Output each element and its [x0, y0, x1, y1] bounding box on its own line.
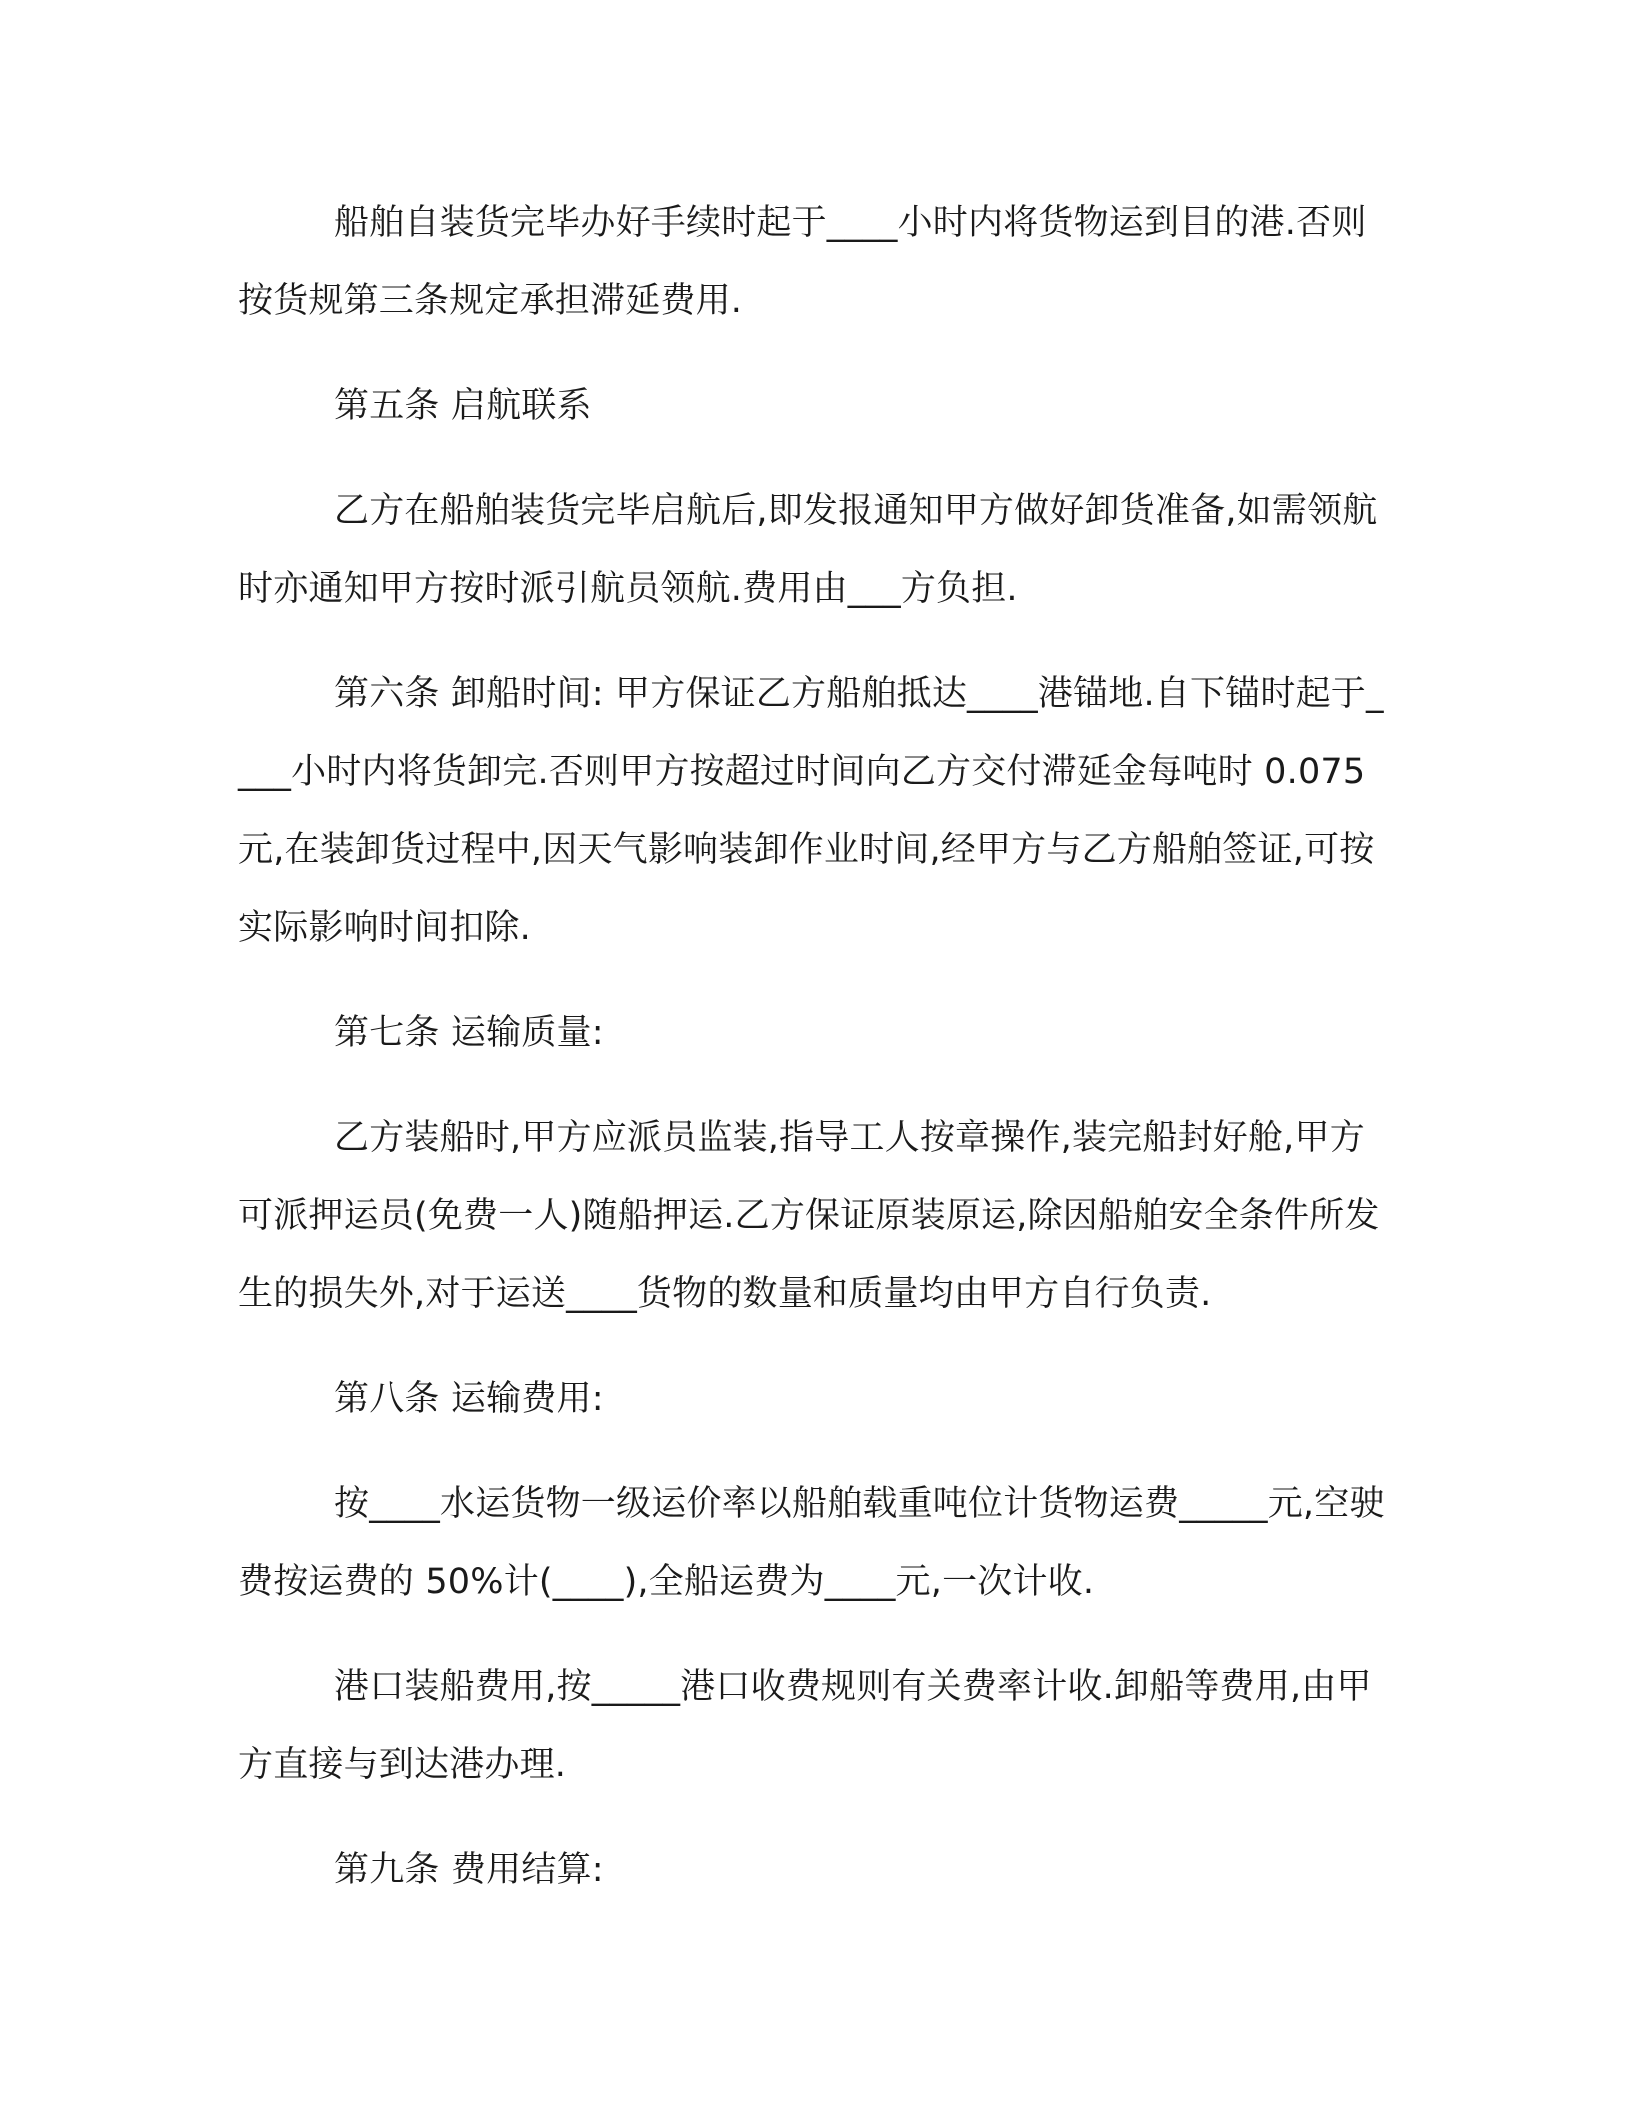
paragraph-freight-fee: 按____水运货物一级运价率以船舶载重吨位计货物运费_____元,空驶费按运费的 50%计(____),全船运费为____元,一次计收.	[238, 1484, 1385, 1602]
paragraph-article-6-unloading: 第六条 卸船时间: 甲方保证乙方船舶抵达____港锚地.自下锚时起于____小时内将货卸完.否则甲方按超过时间向乙方交付滞延金每吨时 0.075 元,在装卸货过程中,因天气影响装卸作业时间,经甲方与乙方船舶签证,可按实际影响时间扣除.	[238, 674, 1384, 948]
document-body	[238, 184, 1388, 1909]
heading-article-7: 第七条 运输质量:	[334, 1013, 604, 1053]
heading-article-5: 第五条 启航联系	[334, 386, 592, 426]
paragraph-port-fee: 港口装船费用,按_____港口收费规则有关费率计收.卸船等费用,由甲方直接与到达港办理.	[238, 1667, 1372, 1785]
paragraph-departure-contact: 乙方在船舶装货完毕启航后,即发报通知甲方做好卸货准备,如需领航时亦通知甲方按时派引航员领航.费用由___方负担.	[238, 491, 1378, 609]
paragraph-transport-quality: 乙方装船时,甲方应派员监装,指导工人按章操作,装完船封好舱,甲方可派押运员(免费一人)随船押运.乙方保证原装原运,除因船舶安全条件所发生的损失外,对于运送____货物的数量和质量均由甲方自行负责.	[238, 1118, 1380, 1314]
heading-article-9: 第九条 费用结算:	[334, 1850, 604, 1890]
heading-article-8: 第八条 运输费用:	[334, 1379, 604, 1419]
paragraph-arrival-time: 船舶自装货完毕办好手续时起于____小时内将货物运到目的港.否则按货规第三条规定承担滞延费用.	[238, 203, 1367, 321]
